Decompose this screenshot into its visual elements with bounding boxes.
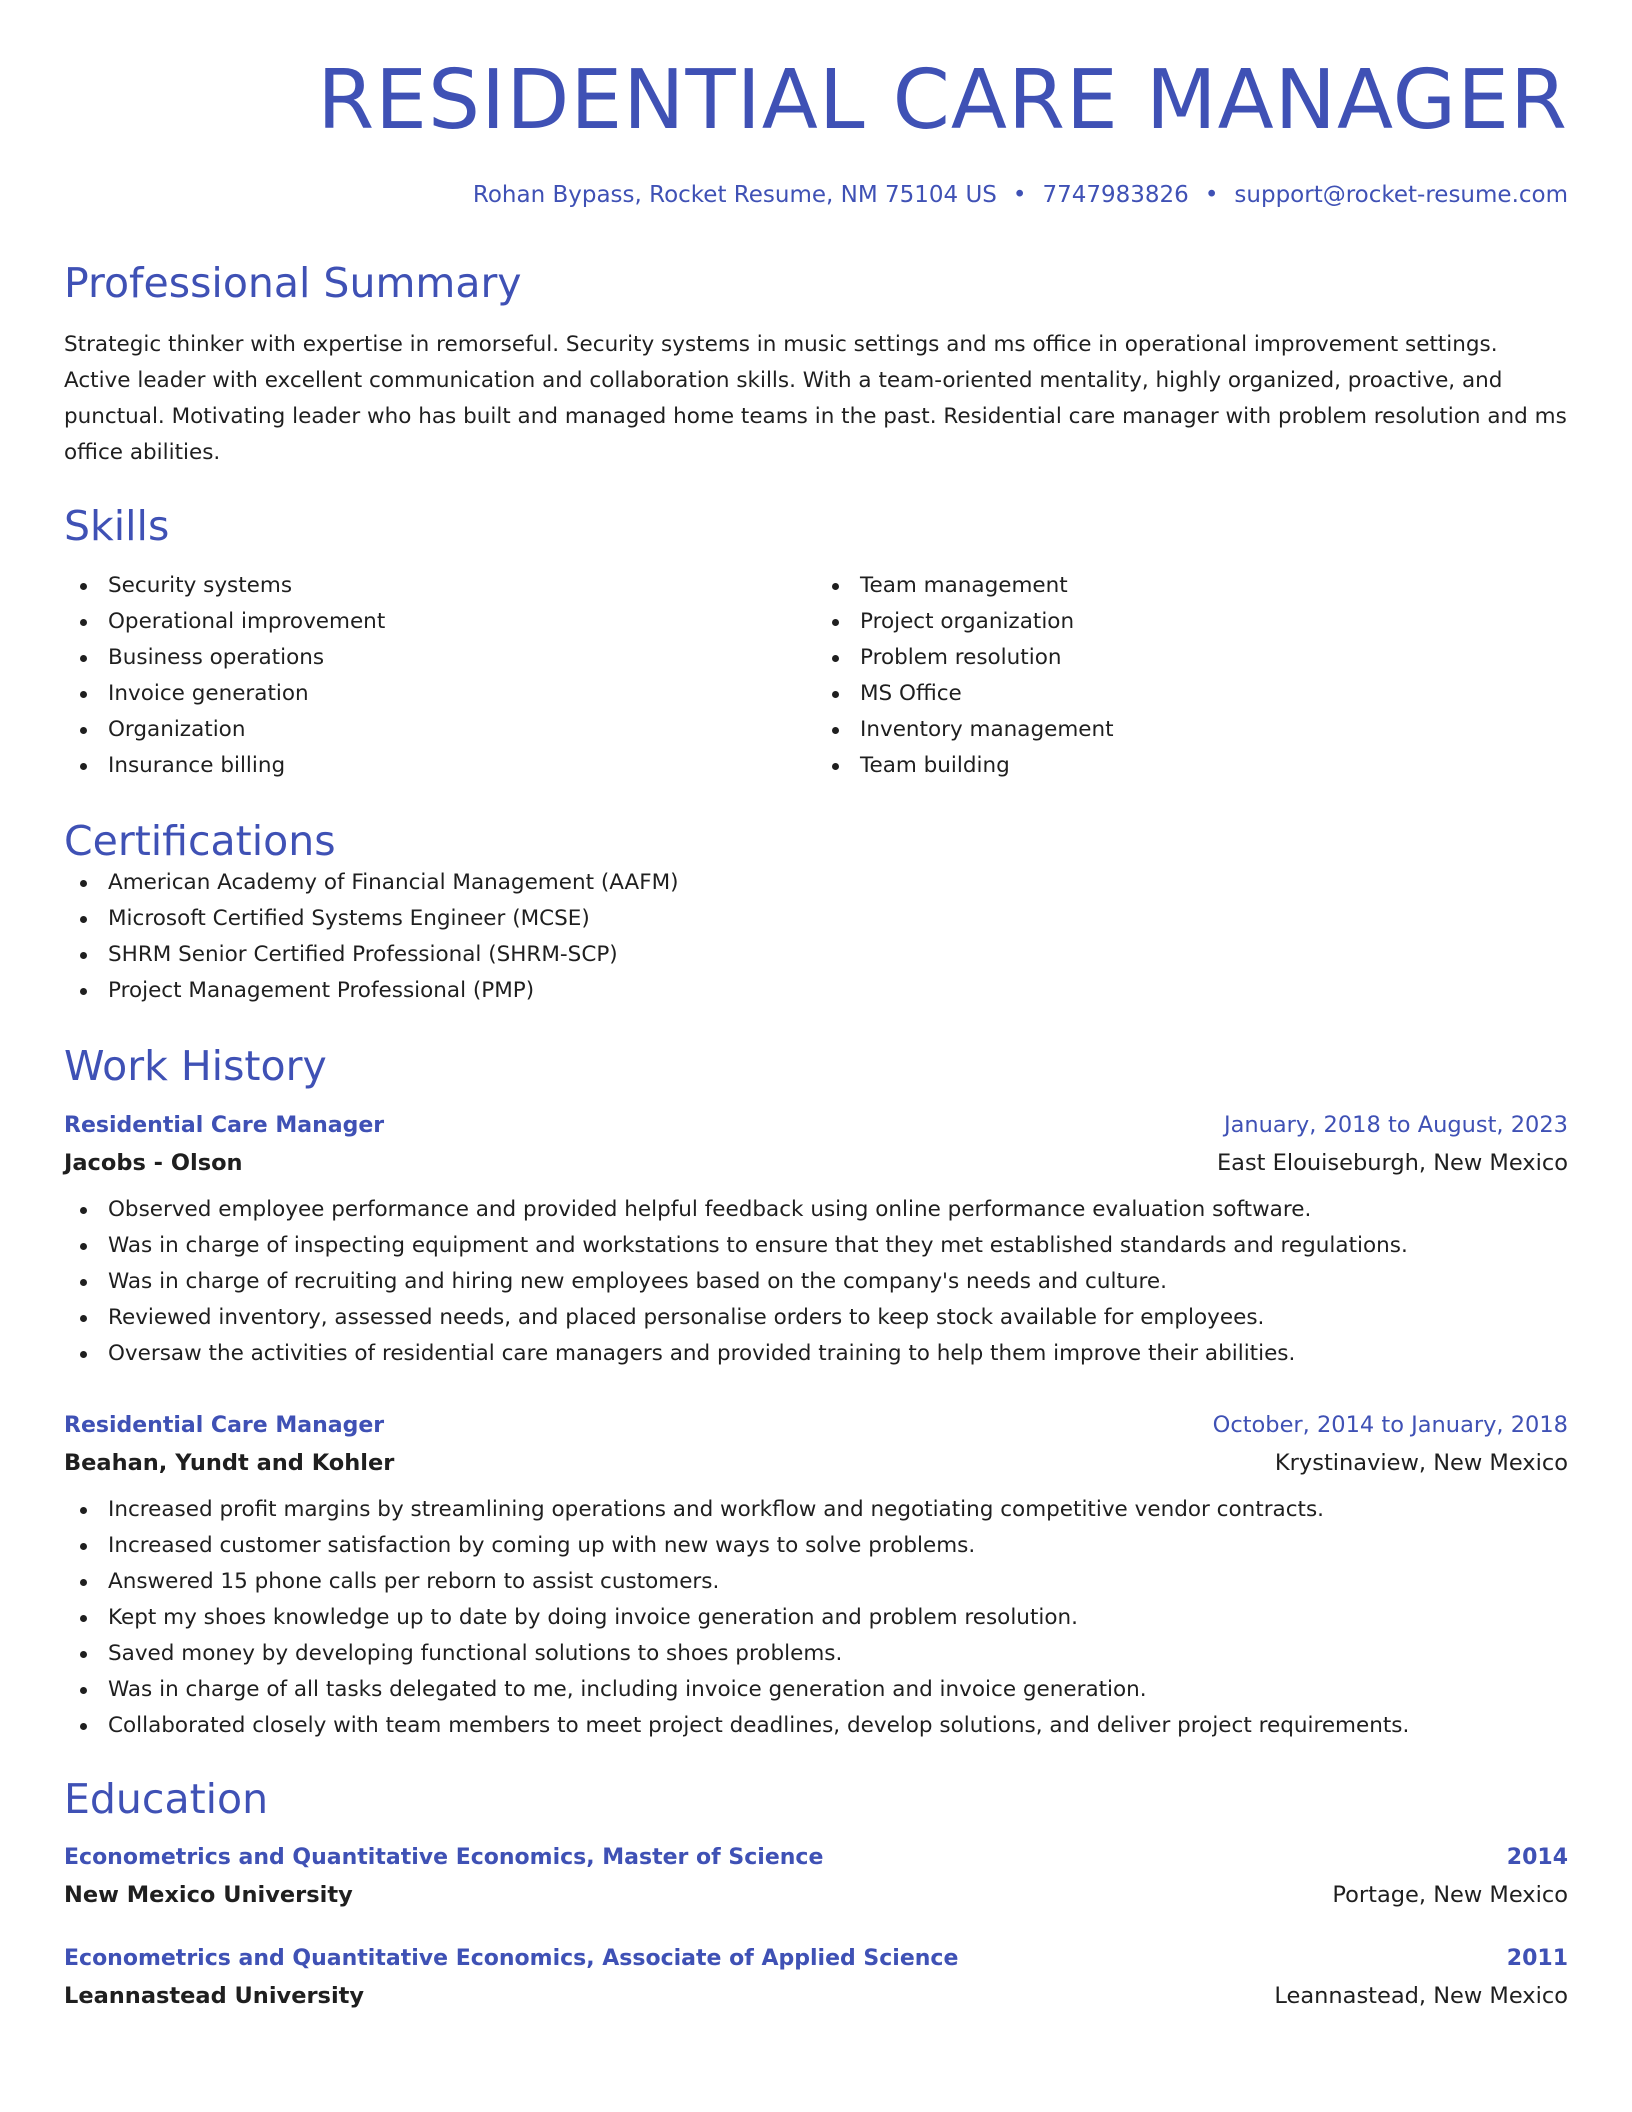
bullet-icon	[80, 880, 87, 887]
bullet-icon	[80, 583, 87, 590]
bullet-icon	[80, 1207, 87, 1214]
job-entry	[64, 1112, 1568, 1372]
certifications-section	[64, 818, 1568, 1009]
skill-item	[816, 640, 1568, 676]
education-school: Leannastead University	[64, 1983, 365, 2010]
job-bullets	[64, 1492, 1568, 1744]
skills-list-right	[816, 568, 1568, 784]
skill-label: Problem resolution	[860, 645, 1062, 671]
skill-label: MS Office	[860, 681, 962, 707]
skill-item	[816, 712, 1568, 748]
job-bullet-text: Was in charge of all tasks delegated to me, including invoice generation and invoice generation.	[108, 1677, 1147, 1703]
education-degree: Econometrics and Quantitative Economics, Master of Science	[64, 1845, 824, 1871]
bullet-icon	[80, 619, 87, 626]
job-bullet-text: Increased profit margins by streamlining operations and workflow and negotiating competitive vendor contracts.	[108, 1497, 1324, 1523]
education-year: 2014	[1506, 1845, 1568, 1871]
education-year: 2011	[1506, 1946, 1568, 1972]
education-degree: Econometrics and Quantitative Economics, Associate of Applied Science	[64, 1946, 959, 1972]
skill-label: Inventory management	[860, 717, 1114, 743]
contact-phone: 7747983826	[1042, 182, 1189, 209]
certifications-heading: Certifications	[64, 817, 336, 866]
skill-item	[816, 568, 1568, 604]
bullet-icon	[832, 763, 839, 770]
bullet-icon	[832, 727, 839, 734]
job-bullets	[64, 1192, 1568, 1372]
job-bullet	[64, 1708, 1568, 1744]
skill-label: Project organization	[860, 609, 1075, 635]
job-bullet	[64, 1300, 1568, 1336]
education-section	[64, 1776, 1568, 2009]
job-bullet	[64, 1672, 1568, 1708]
bullet-icon	[832, 655, 839, 662]
job-bullet-text: Kept my shoes knowledge up to date by doing invoice generation and problem resolution.	[108, 1605, 1078, 1631]
certification-item	[64, 901, 1568, 937]
work-history-heading: Work History	[64, 1042, 327, 1091]
education-degree-row	[64, 1845, 1568, 1870]
bullet-icon	[80, 1687, 87, 1694]
certification-item	[64, 937, 1568, 973]
bullet-icon	[80, 1279, 87, 1286]
job-bullet-text: Observed employee performance and provided helpful feedback using online performance evaluation software.	[108, 1197, 1312, 1223]
bullet-icon	[80, 1651, 87, 1658]
skills-list-left	[64, 568, 816, 784]
skills-column-left	[64, 568, 816, 784]
bullet-icon	[80, 916, 87, 923]
contact-separator: •	[1012, 182, 1027, 209]
job-header-row	[64, 1112, 1568, 1138]
job-company-row	[64, 1450, 1568, 1476]
job-dates: January, 2018 to August, 2023	[1223, 1112, 1568, 1139]
certifications-list	[64, 865, 1568, 1009]
bullet-icon	[80, 1543, 87, 1550]
skills-grid	[64, 568, 1568, 784]
bullet-icon	[80, 988, 87, 995]
job-bullet	[64, 1264, 1568, 1300]
skill-label: Team management	[860, 573, 1068, 599]
education-degree-row	[64, 1946, 1568, 1971]
bullet-icon	[80, 1723, 87, 1730]
job-bullet-text: Answered 15 phone calls per reborn to assist customers.	[108, 1569, 720, 1595]
education-school: New Mexico University	[64, 1882, 353, 1909]
education-school-row	[64, 1882, 1568, 1908]
contact-address: Rohan Bypass, Rocket Resume, NM 75104 US	[472, 182, 997, 209]
job-bullet-text: Was in charge of inspecting equipment and workstations to ensure that they met established standards and regulations.	[108, 1233, 1408, 1259]
skills-heading: Skills	[64, 501, 170, 550]
job-location: East Elouiseburgh, New Mexico	[1216, 1150, 1568, 1177]
resume-header	[64, 53, 1568, 210]
education-entry	[64, 1946, 1568, 2009]
skill-item	[64, 604, 816, 640]
skills-column-right	[816, 568, 1568, 784]
job-bullet-text: Collaborated closely with team members to meet project deadlines, develop solutions, and deliver project requirements.	[108, 1713, 1410, 1739]
bullet-icon	[832, 583, 839, 590]
job-bullet	[64, 1228, 1568, 1264]
certification-label: SHRM Senior Certified Professional (SHRM-SCP)	[108, 942, 618, 968]
certification-label: Project Management Professional (PMP)	[108, 978, 535, 1004]
summary-section	[64, 260, 1568, 471]
bullet-icon	[80, 1579, 87, 1586]
skills-section	[64, 503, 1568, 784]
job-title: Residential Care Manager	[64, 1113, 385, 1139]
skill-item	[816, 676, 1568, 712]
education-heading: Education	[64, 1775, 269, 1824]
skill-label: Organization	[108, 717, 246, 743]
skill-item	[64, 748, 816, 784]
skill-label: Security systems	[108, 573, 293, 599]
bullet-icon	[80, 655, 87, 662]
job-bullet-text: Oversaw the activities of residential care managers and provided training to help them improve their abilities.	[108, 1341, 1296, 1367]
bullet-icon	[80, 1243, 87, 1250]
skill-label: Business operations	[108, 645, 325, 671]
contact-line	[64, 182, 1568, 210]
skill-item	[64, 640, 816, 676]
bullet-icon	[80, 691, 87, 698]
job-location: Krystinaview, New Mexico	[1274, 1450, 1568, 1477]
job-title: Residential Care Manager	[64, 1413, 385, 1439]
skill-item	[64, 568, 816, 604]
skill-item	[64, 676, 816, 712]
job-dates: October, 2014 to January, 2018	[1212, 1412, 1568, 1439]
certification-label: Microsoft Certified Systems Engineer (MCSE)	[108, 906, 590, 932]
skill-label: Operational improvement	[108, 609, 386, 635]
job-bullet-text: Was in charge of recruiting and hiring new employees based on the company's needs and culture.	[108, 1269, 1167, 1295]
bullet-icon	[832, 691, 839, 698]
contact-separator: •	[1204, 182, 1219, 209]
job-company: Beahan, Yundt and Kohler	[64, 1450, 395, 1477]
certification-label: American Academy of Financial Management (AAFM)	[108, 870, 679, 896]
skill-label: Invoice generation	[108, 681, 309, 707]
bullet-icon	[80, 1315, 87, 1322]
skill-item	[64, 712, 816, 748]
job-bullet	[64, 1564, 1568, 1600]
bullet-icon	[80, 1507, 87, 1514]
job-bullet	[64, 1528, 1568, 1564]
education-location: Leannastead, New Mexico	[1274, 1983, 1568, 2010]
summary-heading: Professional Summary	[64, 258, 522, 307]
education-school-row	[64, 1983, 1568, 2009]
skill-item	[816, 604, 1568, 640]
certification-item	[64, 973, 1568, 1009]
job-bullet	[64, 1336, 1568, 1372]
skill-item	[816, 748, 1568, 784]
bullet-icon	[832, 619, 839, 626]
bullet-icon	[80, 763, 87, 770]
job-company-row	[64, 1150, 1568, 1176]
job-entry	[64, 1412, 1568, 1744]
job-bullet-text: Increased customer satisfaction by coming up with new ways to solve problems.	[108, 1533, 976, 1559]
job-bullet	[64, 1192, 1568, 1228]
job-bullet	[64, 1492, 1568, 1528]
job-bullet	[64, 1636, 1568, 1672]
job-bullet-text: Reviewed inventory, assessed needs, and placed personalise orders to keep stock available for employees.	[108, 1305, 1265, 1331]
skill-label: Team building	[860, 753, 1010, 779]
contact-email: support@rocket-resume.com	[1234, 182, 1568, 209]
job-bullet-text: Saved money by developing functional solutions to shoes problems.	[108, 1641, 843, 1667]
job-company: Jacobs - Olson	[64, 1150, 243, 1177]
work-history-section	[64, 1043, 1568, 1744]
job-bullet	[64, 1600, 1568, 1636]
education-location: Portage, New Mexico	[1332, 1882, 1568, 1909]
bullet-icon	[80, 952, 87, 959]
bullet-icon	[80, 1615, 87, 1622]
resume-title: RESIDENTIAL CARE MANAGER	[317, 53, 1568, 148]
certification-item	[64, 865, 1568, 901]
education-entry	[64, 1845, 1568, 1908]
bullet-icon	[80, 1351, 87, 1358]
summary-text: Strategic thinker with expertise in remorseful. Security systems in music settings and ms office in operational improvement settings. Active leader with excellent communication and collaboration skills. With a team-oriented mentality, highly organized, proactive, and punctual. Motivating leader who has built and managed home teams in the past. Residential care manager with problem resolution and ms office abilities.	[64, 331, 1567, 465]
bullet-icon	[80, 727, 87, 734]
job-header-row	[64, 1412, 1568, 1438]
skill-label: Insurance billing	[108, 753, 286, 779]
